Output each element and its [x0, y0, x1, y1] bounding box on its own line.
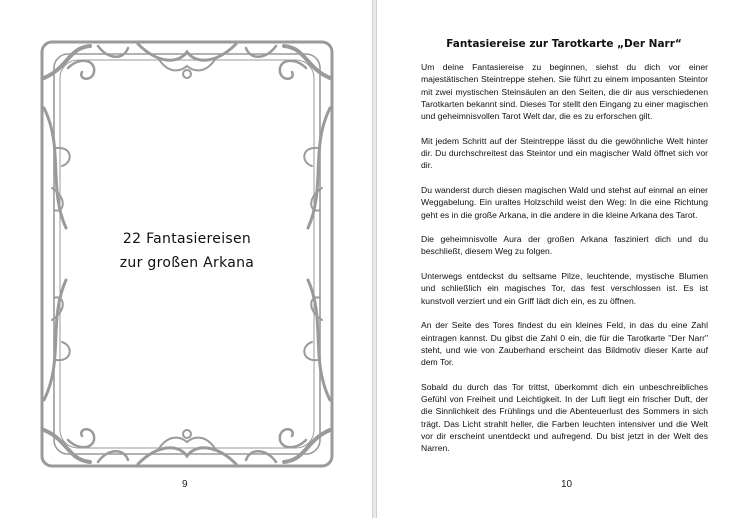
title-line-1: 22 Fantasiereisen — [122, 231, 252, 247]
paragraph-6: An der Seite des Tores findest du ein kleines Feld, in das du eine Zahl eintragen kannst. Du gibst die Zahl 0 ein, die für die Tarotkarte "Der Narr" steht, und wie von Zauberhand erscheint das Bildmotiv dieser Karte auf dem Tor. — [421, 320, 708, 368]
paragraph-7: Sobald du durch das Tor trittst, überkommt dich ein unbeschreibliches Gefühl von Freiheit und Leichtigkeit. In der Luft liegt ein frischer Duft, der die Sinnlichkeit des Frühlings und die Abenteuerlust des Sommers in sich trägt. Das Licht strahlt heller, die Farben leuchten intensiver und die Welt vor dir erscheint unentdeckt und aufregend. Du bist jetzt in der Welt des Narren. — [421, 381, 708, 454]
right-page — [376, 0, 750, 518]
chapter-body — [421, 61, 708, 467]
title-line-2: zur großen Arkana — [119, 255, 255, 271]
chapter-title: Fantasiereise zur Tarotkarte „Der Narr“ — [446, 38, 682, 50]
paragraph-3: Du wanderst durch diesen magischen Wald und stehst auf einmal an einer Weggabelung. Ein uraltes Holzschild weist den Weg: In die eine Richtung geht es in die große Arkana, in die andere in die kleine Arkana des Tarot. — [421, 184, 708, 220]
page-number-right: 10 — [561, 479, 573, 490]
paragraph-4: Die geheimnisvolle Aura der großen Arkana fasziniert dich und du beschließt, diesem Weg zu folgen. — [421, 234, 708, 257]
book-title — [38, 227, 336, 275]
paragraph-5: Unterwegs entdeckst du seltsame Pilze, leuchtende, mystische Blumen und schließlich ein magisches Tor, das fest verschlossen ist. Es ist kunstvoll verziert und ein Griff lädt dich ein, es zu öffnen. — [421, 271, 708, 306]
paragraph-2: Mit jedem Schritt auf der Steintreppe lässt du die gewöhnliche Welt hinter dir. Du durchschreitest das Steintor und ein magischer Wald öffnet sich vor dir. — [421, 135, 708, 171]
left-page — [0, 0, 373, 518]
paragraph-1: Um deine Fantasiereise zu beginnen, siehst du dich vor einer majestätischen Steintreppe stehen. Sie führt zu einem imposanten Steintor mit zwei mystischen Steinsäulen an den Seiten, die dir aus verschiedenen Tarotkarten bekannt sind. Dieses Tor stellt den Eingang zu einer magischen und geheimnisvollen Tarot Welt dar, die es zu erforschen gilt. — [421, 62, 708, 122]
page-number-left: 9 — [182, 479, 188, 490]
